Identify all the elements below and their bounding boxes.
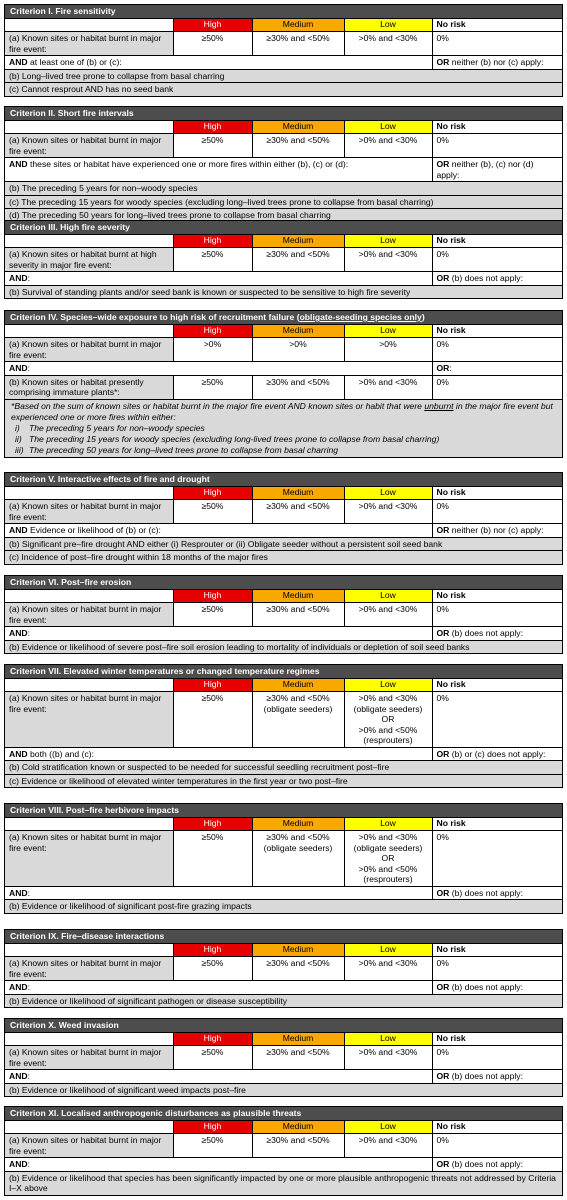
criterion-1-table: [5, 19, 562, 96]
medium-label: Medium: [252, 1033, 344, 1046]
criterion-11-and: AND:: [5, 1158, 432, 1172]
criterion-1-c: (c) Cannot resprout AND has no seed bank: [5, 83, 562, 96]
criterion-3-no-risk: 0%: [432, 248, 562, 272]
criterion-2: [4, 106, 563, 223]
criterion-1-medium: ≥30% and <50%: [252, 32, 344, 56]
criterion-3-or: OR (b) does not apply:: [432, 272, 562, 286]
criterion-7-high: ≥50%: [173, 692, 252, 748]
criterion-5-medium: ≥30% and <50%: [252, 500, 344, 524]
criterion-2-c: (c) The preceding 15 years for woody species (excluding long–lived trees prone to collapse from basal charring): [5, 195, 562, 209]
criterion-11-medium: ≥30% and <50%: [252, 1134, 344, 1158]
criterion-3-a: (a) Known sites or habitat burnt at high severity in major fire event:: [5, 248, 173, 272]
criterion-6-a: (a) Known sites or habitat burnt in major fire event:: [5, 603, 173, 627]
no-risk-label: No risk: [432, 679, 562, 692]
no-risk-label: No risk: [432, 325, 562, 338]
no-risk-label: No risk: [432, 121, 562, 134]
criterion-11-a: (a) Known sites or habitat burnt in major fire event:: [5, 1134, 173, 1158]
criterion-7-title: Criterion VII. Elevated winter temperatures or changed temperature regimes: [5, 665, 562, 679]
criterion-10-no-risk: 0%: [432, 1046, 562, 1070]
criterion-9-b: (b) Evidence or likelihood of significant pathogen or disease susceptibility: [5, 994, 562, 1007]
criterion-2-title: Criterion II. Short fire intervals: [5, 107, 562, 121]
criterion-4-b-no-risk: 0%: [432, 375, 562, 399]
criterion-10-a: (a) Known sites or habitat burnt in major fire event:: [5, 1046, 173, 1070]
criterion-1-a: (a) Known sites or habitat burnt in major fire event:: [5, 32, 173, 56]
criterion-3-and: AND:: [5, 272, 432, 286]
medium-label: Medium: [252, 121, 344, 134]
high-label: High: [173, 487, 252, 500]
low-label: Low: [344, 818, 432, 831]
criterion-6-no-risk: 0%: [432, 603, 562, 627]
criterion-8-title: Criterion VIII. Post–fire herbivore impacts: [5, 804, 562, 818]
criterion-11-high: ≥50%: [173, 1134, 252, 1158]
criterion-2-table: [5, 121, 562, 222]
criterion-7-low: >0% and <30% (obligate seeders) OR >0% and <50% (resprouters): [344, 692, 432, 748]
medium-label: Medium: [252, 944, 344, 957]
no-risk-label: No risk: [432, 235, 562, 248]
criterion-9: [4, 929, 563, 1008]
high-label: High: [173, 590, 252, 603]
high-label: High: [173, 235, 252, 248]
high-label: High: [173, 1121, 252, 1134]
criterion-4-title: Criterion IV. Species–wide exposure to high risk of recruitment failure (obligate-seeding species only): [5, 311, 562, 325]
criterion-6-table: [5, 590, 562, 653]
criterion-10-title: Criterion X. Weed invasion: [5, 1019, 562, 1033]
criterion-4-a-no-risk: 0%: [432, 338, 562, 362]
criterion-4-a-low: >0%: [344, 338, 432, 362]
no-risk-label: No risk: [432, 19, 562, 32]
criterion-5-or: OR neither (b) nor (c) apply:: [432, 524, 562, 538]
criterion-4-or: OR:: [432, 362, 562, 376]
no-risk-label: No risk: [432, 818, 562, 831]
criterion-3-high: ≥50%: [173, 248, 252, 272]
high-label: High: [173, 818, 252, 831]
criterion-4-a-high: >0%: [173, 338, 252, 362]
criterion-10-b: (b) Evidence or likelihood of significant weed impacts post–fire: [5, 1083, 562, 1096]
criterion-11: [4, 1106, 563, 1196]
criterion-6-or: OR (b) does not apply:: [432, 627, 562, 641]
criterion-1-no-risk: 0%: [432, 32, 562, 56]
criterion-2-or: OR neither (b), (c) nor (d) apply:: [432, 158, 562, 182]
criterion-6-title: Criterion VI. Post–fire erosion: [5, 576, 562, 590]
criterion-9-a: (a) Known sites or habitat burnt in major fire event:: [5, 957, 173, 981]
criterion-8-medium: ≥30% and <50% (obligate seeders): [252, 831, 344, 887]
criterion-2-d: (d) The preceding 50 years for long–lived trees prone to collapse from basal charring: [5, 209, 562, 222]
criterion-8-high: ≥50%: [173, 831, 252, 887]
low-label: Low: [344, 325, 432, 338]
no-risk-label: No risk: [432, 1121, 562, 1134]
low-label: Low: [344, 487, 432, 500]
medium-label: Medium: [252, 235, 344, 248]
no-risk-label: No risk: [432, 487, 562, 500]
criterion-4-b-medium: ≥30% and <50%: [252, 375, 344, 399]
criterion-10-medium: ≥30% and <50%: [252, 1046, 344, 1070]
criterion-7-no-risk: 0%: [432, 692, 562, 748]
high-label: High: [173, 325, 252, 338]
low-label: Low: [344, 1033, 432, 1046]
criterion-11-low: >0% and <30%: [344, 1134, 432, 1158]
criterion-1-and: AND at least one of (b) or (c):: [5, 56, 432, 70]
medium-label: Medium: [252, 19, 344, 32]
criterion-1-title: Criterion I. Fire sensitivity: [5, 5, 562, 19]
criterion-7: [4, 664, 563, 788]
criterion-10-low: >0% and <30%: [344, 1046, 432, 1070]
low-label: Low: [344, 19, 432, 32]
criterion-7-and: AND both ((b) and (c):: [5, 747, 432, 761]
criterion-5-c: (c) Incidence of post–fire drought within 18 months of the major fires: [5, 551, 562, 564]
criterion-5-and: AND Evidence or likelihood of (b) or (c):: [5, 524, 432, 538]
criterion-8-low: >0% and <30% (obligate seeders) OR >0% and <50% (resprouters): [344, 831, 432, 887]
criterion-9-high: ≥50%: [173, 957, 252, 981]
criterion-3-medium: ≥30% and <50%: [252, 248, 344, 272]
criterion-7-or: OR (b) or (c) does not apply:: [432, 747, 562, 761]
criterion-7-medium: ≥30% and <50% (obligate seeders): [252, 692, 344, 748]
criterion-9-and: AND:: [5, 981, 432, 995]
medium-label: Medium: [252, 325, 344, 338]
criterion-8-or: OR (b) does not apply:: [432, 886, 562, 900]
criterion-5-title: Criterion V. Interactive effects of fire and drought: [5, 473, 562, 487]
criterion-6: [4, 575, 563, 654]
criterion-3-table: [5, 235, 562, 298]
criterion-8: [4, 803, 563, 914]
low-label: Low: [344, 121, 432, 134]
criterion-1-or: OR neither (b) nor (c) apply:: [432, 56, 562, 70]
criterion-11-table: [5, 1121, 562, 1195]
criterion-11-b: (b) Evidence or likelihood that species has been significantly impacted by one or more plausible anthropogenic threats not addressed by Criteria I–X above: [5, 1171, 562, 1195]
criterion-1-low: >0% and <30%: [344, 32, 432, 56]
high-label: High: [173, 121, 252, 134]
low-label: Low: [344, 944, 432, 957]
criterion-6-b: (b) Evidence or likelihood of severe post–fire soil erosion leading to mortality of individuals or depletion of soil seed banks: [5, 640, 562, 653]
high-label: High: [173, 679, 252, 692]
criterion-2-high: ≥50%: [173, 134, 252, 158]
criterion-2-medium: ≥30% and <50%: [252, 134, 344, 158]
criterion-4-b: (b) Known sites or habitat presently comprising immature plants*:: [5, 375, 173, 399]
criterion-5-table: [5, 487, 562, 564]
medium-label: Medium: [252, 679, 344, 692]
criterion-3-title: Criterion III. High fire severity: [5, 221, 562, 235]
criterion-7-a: (a) Known sites or habitat burnt in major fire event:: [5, 692, 173, 748]
criterion-8-b: (b) Evidence or likelihood of significant post-fire grazing impacts: [5, 900, 562, 913]
criterion-3: [4, 220, 563, 299]
criterion-6-and: AND:: [5, 627, 432, 641]
criterion-9-no-risk: 0%: [432, 957, 562, 981]
criterion-8-and: AND:: [5, 886, 432, 900]
criterion-2-a: (a) Known sites or habitat burnt in major fire event:: [5, 134, 173, 158]
high-label: High: [173, 1033, 252, 1046]
criterion-1-b: (b) Long–lived tree prone to collapse from basal charring: [5, 69, 562, 83]
criterion-2-no-risk: 0%: [432, 134, 562, 158]
high-label: High: [173, 944, 252, 957]
no-risk-label: No risk: [432, 944, 562, 957]
criterion-5-no-risk: 0%: [432, 500, 562, 524]
criterion-11-title: Criterion XI. Localised anthropogenic disturbances as plausible threats: [5, 1107, 562, 1121]
criterion-9-title: Criterion IX. Fire–disease interactions: [5, 930, 562, 944]
criterion-4-note-iii: iii) The preceding 50 years for long–lived trees prone to collapse from basal charring: [15, 444, 339, 455]
criterion-6-low: >0% and <30%: [344, 603, 432, 627]
low-label: Low: [344, 235, 432, 248]
criterion-5-low: >0% and <30%: [344, 500, 432, 524]
criterion-9-table: [5, 944, 562, 1007]
criterion-9-medium: ≥30% and <50%: [252, 957, 344, 981]
criterion-8-no-risk: 0%: [432, 831, 562, 887]
criterion-11-or: OR (b) does not apply:: [432, 1158, 562, 1172]
criterion-7-c: (c) Evidence or likelihood of elevated winter temperatures in the first year or two post–fire: [5, 774, 562, 787]
criterion-4-table: [5, 325, 562, 457]
criterion-3-low: >0% and <30%: [344, 248, 432, 272]
medium-label: Medium: [252, 590, 344, 603]
criterion-10: [4, 1018, 563, 1097]
criterion-10-and: AND:: [5, 1070, 432, 1084]
criterion-8-a: (a) Known sites or habitat burnt in major fire event:: [5, 831, 173, 887]
criterion-1-high: ≥50%: [173, 32, 252, 56]
low-label: Low: [344, 590, 432, 603]
criterion-2-b: (b) The preceding 5 years for non–woody species: [5, 182, 562, 196]
criterion-4: [4, 310, 563, 458]
criterion-1: [4, 4, 563, 97]
criterion-3-b: (b) Survival of standing plants and/or seed bank is known or suspected to be sensitive to high fire severity: [5, 285, 562, 298]
criterion-2-low: >0% and <30%: [344, 134, 432, 158]
criterion-4-b-high: ≥50%: [173, 375, 252, 399]
criterion-4-note-i: i) The preceding 5 years for non–woody species: [15, 422, 205, 433]
criterion-5-a: (a) Known sites or habitat burnt in major fire event:: [5, 500, 173, 524]
criterion-2-and: AND these sites or habitat have experienced one or more fires within either (b), (c) or (d):: [5, 158, 432, 182]
no-risk-label: No risk: [432, 590, 562, 603]
criterion-4-note: *Based on the sum of known sites or habitat burnt in the major fire event AND known sites or habit that were unburnt in the major fire event but experienced one or more fires within either: i) The preceding 5 years for non–woody species ii) The preceding 15 years for woody species (excluding long-lived trees prone to collapse from basal charring) iii) The preceding 50 years for long–lived trees prone to collapse from basal charring: [5, 399, 562, 457]
criterion-4-and: AND:: [5, 362, 432, 376]
criterion-5-b: (b) Significant pre–fire drought AND either (i) Resprouter or (ii) Obligate seeder without a persistent soil seed bank: [5, 537, 562, 551]
criterion-4-b-low: >0% and <30%: [344, 375, 432, 399]
medium-label: Medium: [252, 1121, 344, 1134]
criterion-4-note-ii: ii) The preceding 15 years for woody species (excluding long-lived trees prone to collapse from basal charring): [15, 433, 440, 444]
criterion-9-or: OR (b) does not apply:: [432, 981, 562, 995]
criterion-5-high: ≥50%: [173, 500, 252, 524]
criterion-6-medium: ≥30% and <50%: [252, 603, 344, 627]
criterion-10-high: ≥50%: [173, 1046, 252, 1070]
criterion-8-table: [5, 818, 562, 913]
criterion-6-high: ≥50%: [173, 603, 252, 627]
medium-label: Medium: [252, 487, 344, 500]
criterion-4-a: (a) Known sites or habitat burnt in major fire event:: [5, 338, 173, 362]
low-label: Low: [344, 679, 432, 692]
criterion-5: [4, 472, 563, 565]
low-label: Low: [344, 1121, 432, 1134]
criterion-4-a-medium: >0%: [252, 338, 344, 362]
criterion-10-or: OR (b) does not apply:: [432, 1070, 562, 1084]
medium-label: Medium: [252, 818, 344, 831]
no-risk-label: No risk: [432, 1033, 562, 1046]
criterion-7-b: (b) Cold stratification known or suspected to be needed for successful seedling recruitment post–fire: [5, 761, 562, 775]
criterion-11-no-risk: 0%: [432, 1134, 562, 1158]
criterion-9-low: >0% and <30%: [344, 957, 432, 981]
criterion-7-table: [5, 679, 562, 787]
criterion-10-table: [5, 1033, 562, 1096]
high-label: High: [173, 19, 252, 32]
